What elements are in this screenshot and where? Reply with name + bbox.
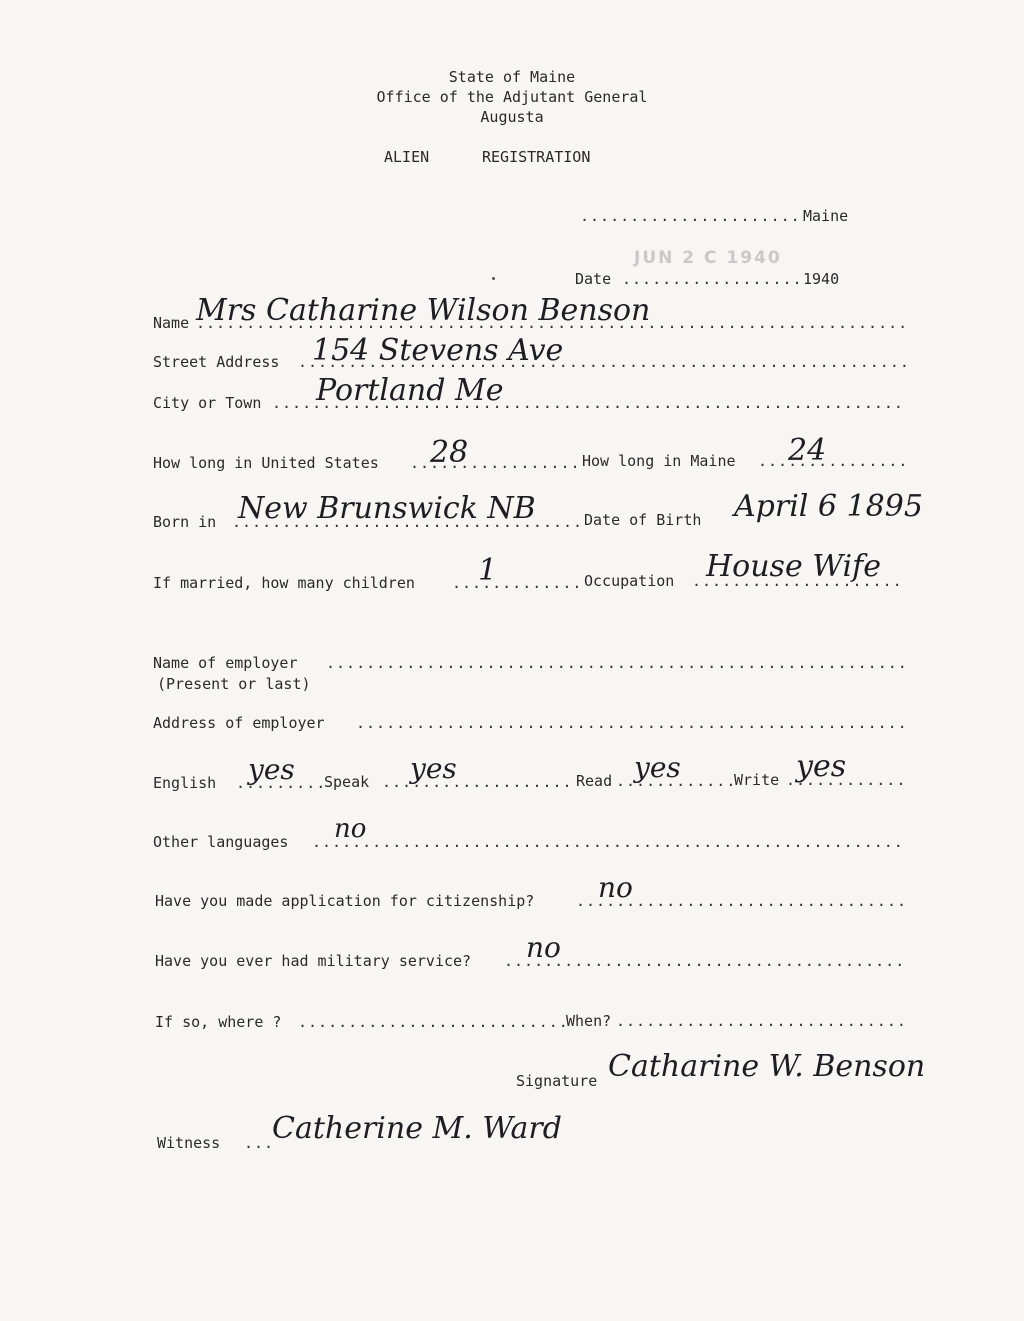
occupation-value: House Wife bbox=[706, 549, 881, 584]
other-languages-value: no bbox=[334, 814, 367, 844]
employer-address-label: Address of employer bbox=[153, 714, 325, 732]
signature-value: Catharine W. Benson bbox=[608, 1049, 926, 1084]
military-dots bbox=[504, 952, 906, 970]
children-dots bbox=[452, 574, 580, 592]
ink-speck bbox=[492, 277, 495, 280]
city-label: City or Town bbox=[153, 394, 262, 412]
read-label: Read bbox=[576, 772, 613, 790]
military-value: no bbox=[526, 931, 561, 964]
where-label: If so, where ? bbox=[155, 1013, 282, 1031]
signature-label: Signature bbox=[516, 1072, 598, 1090]
us-years-value: 28 bbox=[430, 435, 469, 470]
when-dots bbox=[616, 1012, 906, 1030]
write-value: yes bbox=[796, 749, 847, 784]
maine-years-value: 24 bbox=[788, 433, 827, 468]
city-value: Portland Me bbox=[316, 373, 504, 408]
witness-dots bbox=[244, 1134, 272, 1152]
other-languages-label: Other languages bbox=[153, 833, 289, 851]
dob-label: Date of Birth bbox=[584, 511, 702, 529]
when-label: When? bbox=[566, 1012, 612, 1030]
witness-label: Witness bbox=[157, 1134, 221, 1152]
witness-value: Catherine M. Ward bbox=[272, 1111, 562, 1146]
date-dots bbox=[622, 270, 802, 288]
children-value: 1 bbox=[478, 553, 498, 588]
write-label: Write bbox=[734, 771, 780, 789]
place-dots bbox=[580, 207, 802, 225]
date-year: 1940 bbox=[803, 270, 840, 288]
name-value: Mrs Catharine Wilson Benson bbox=[196, 293, 651, 328]
maine-years-dots bbox=[758, 452, 906, 470]
date-label: Date bbox=[575, 270, 612, 288]
children-label: If married, how many children bbox=[153, 574, 415, 592]
citizenship-label: Have you made application for citizenship? bbox=[155, 892, 535, 910]
street-value: 154 Stevens Ave bbox=[312, 333, 564, 368]
place-suffix: Maine bbox=[803, 207, 849, 225]
where-dots bbox=[298, 1013, 566, 1031]
occupation-label: Occupation bbox=[584, 572, 675, 590]
employer-dots bbox=[326, 654, 906, 672]
employer-address-dots bbox=[356, 714, 906, 732]
english-value: yes bbox=[248, 753, 295, 786]
header-state: State of Maine bbox=[448, 68, 576, 86]
us-years-label: How long in United States bbox=[153, 454, 379, 472]
form-title-alien: ALIEN bbox=[384, 148, 430, 166]
maine-years-label: How long in Maine bbox=[582, 452, 736, 470]
military-label: Have you ever had military service? bbox=[155, 952, 472, 970]
speak-value: yes bbox=[410, 752, 457, 785]
employer-label: Name of employer bbox=[153, 654, 298, 672]
born-label: Born in bbox=[153, 513, 217, 531]
employer-sublabel: (Present or last) bbox=[157, 675, 311, 693]
other-languages-dots bbox=[312, 833, 906, 851]
header-city: Augusta bbox=[480, 108, 544, 126]
born-value: New Brunswick NB bbox=[238, 491, 536, 526]
header-office: Office of the Adjutant General bbox=[376, 88, 648, 106]
name-label: Name bbox=[153, 314, 190, 332]
dob-value: April 6 1895 bbox=[734, 489, 923, 524]
citizenship-value: no bbox=[598, 871, 633, 904]
english-label: English bbox=[153, 774, 217, 792]
form-title-registration: REGISTRATION bbox=[482, 148, 591, 166]
received-stamp: JUN 2 C 1940 bbox=[634, 248, 782, 268]
street-label: Street Address bbox=[153, 353, 280, 371]
read-value: yes bbox=[634, 751, 681, 784]
speak-label: Speak bbox=[324, 773, 370, 791]
